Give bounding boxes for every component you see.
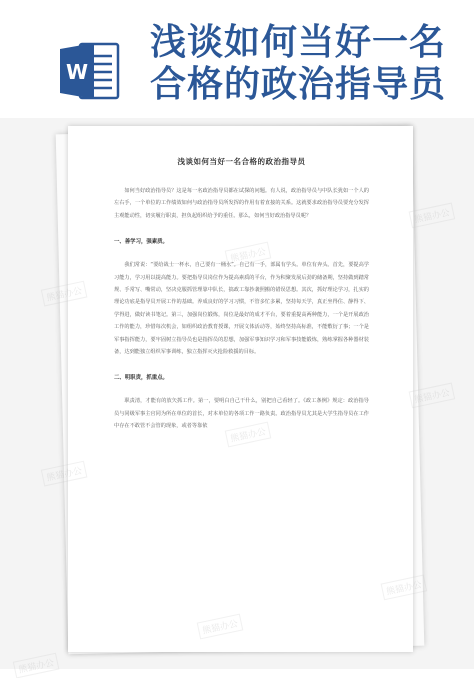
page-title: [150, 22, 460, 106]
page-title-line-1: 浅谈如何当好一名: [150, 22, 447, 63]
header-banner: [0, 0, 474, 118]
watermark: 熊猫办公: [41, 281, 88, 307]
section-2-heading: 二、明职责，抓重点。: [114, 375, 168, 382]
watermark: 熊猫办公: [13, 653, 60, 678]
document-page: [45, 126, 451, 652]
word-document-icon: [58, 40, 120, 102]
section-1-heading: 一、善学习，强素质。: [114, 239, 168, 246]
document-title: 浅谈如何当好一名合格的政治指导员: [177, 157, 306, 166]
watermark: 熊猫办公: [409, 203, 456, 229]
page-title-line-2: 合格的政治指导员: [150, 64, 447, 105]
section-1-paragraph: 我们常说：“要给战士一杯水，自己要有一桶水”。自己有一手，部属有学头。单位有奔头。首先，要提高学习能力，学习用以提高能力。要把指导员岗位作为提高素质的平台，作为积聚发展后劲的储备期，坚持做到踏常规、手常写、嘴常动，坚决克服抓管理靠中队长，搞政工靠抄袭照搬的错误思想。其次，抓好理论学习，扎实的理论功底是指导员开展工作的基础。养成良好的学习习惯，不管多忙多累，坚持每天学，真正坐得住、静得下、学得进，做好读书笔记。第三，加强岗位锻炼，岗位是最好的成才平台，要着重提高两种能力，一个是开展政治工作的能力，珍惜每次机会，如组织政治教育授课，开展文体活动等，始终坚持高标准，不能敷衍了事；一个是军事指挥能力，要牢固树立指导员也是指挥员的思想，加强军事知识学习和军事技能锻炼，熟练掌握各种器材装备，达到能独立组织军事训练，独立指挥灭火抢险救援的目标。: [114, 262, 369, 356]
intro-paragraph: 如何当好政治指导员？这是每一名政治指导员都在试探的问题。有人说，政治指导员与中队长犹如一个人的左右手，一个单位的工作绩效如何与政治指导员所发挥的作用有着直接的关系。这就要求政治指导员要充分发挥主观能动性，切实履行职责，担负起组织给予的重任。那么，如何当好政治指导员呢？: [114, 188, 369, 219]
watermark: 熊猫办公: [409, 383, 456, 409]
document-content: [114, 156, 369, 433]
watermark: 熊猫办公: [225, 422, 272, 448]
watermark: 熊猫办公: [225, 242, 272, 268]
watermark: 熊猫办公: [41, 461, 88, 487]
watermark: 熊猫办公: [381, 575, 428, 601]
watermark: 熊猫办公: [197, 614, 244, 640]
section-2-paragraph: 职责清，才能有的放矢抓工作。第一，要明白自己干什么，别把自己看轻了。《政工条例》规定：政治指导员与同级军事主官同为所在单位的首长，对本单位的各项工作一路负责。政治指导员尤其是大学生指导员在工作中存在不敢管不会管的现象，或者等靠依: [114, 398, 369, 430]
word-logo-letter: W: [65, 60, 89, 84]
